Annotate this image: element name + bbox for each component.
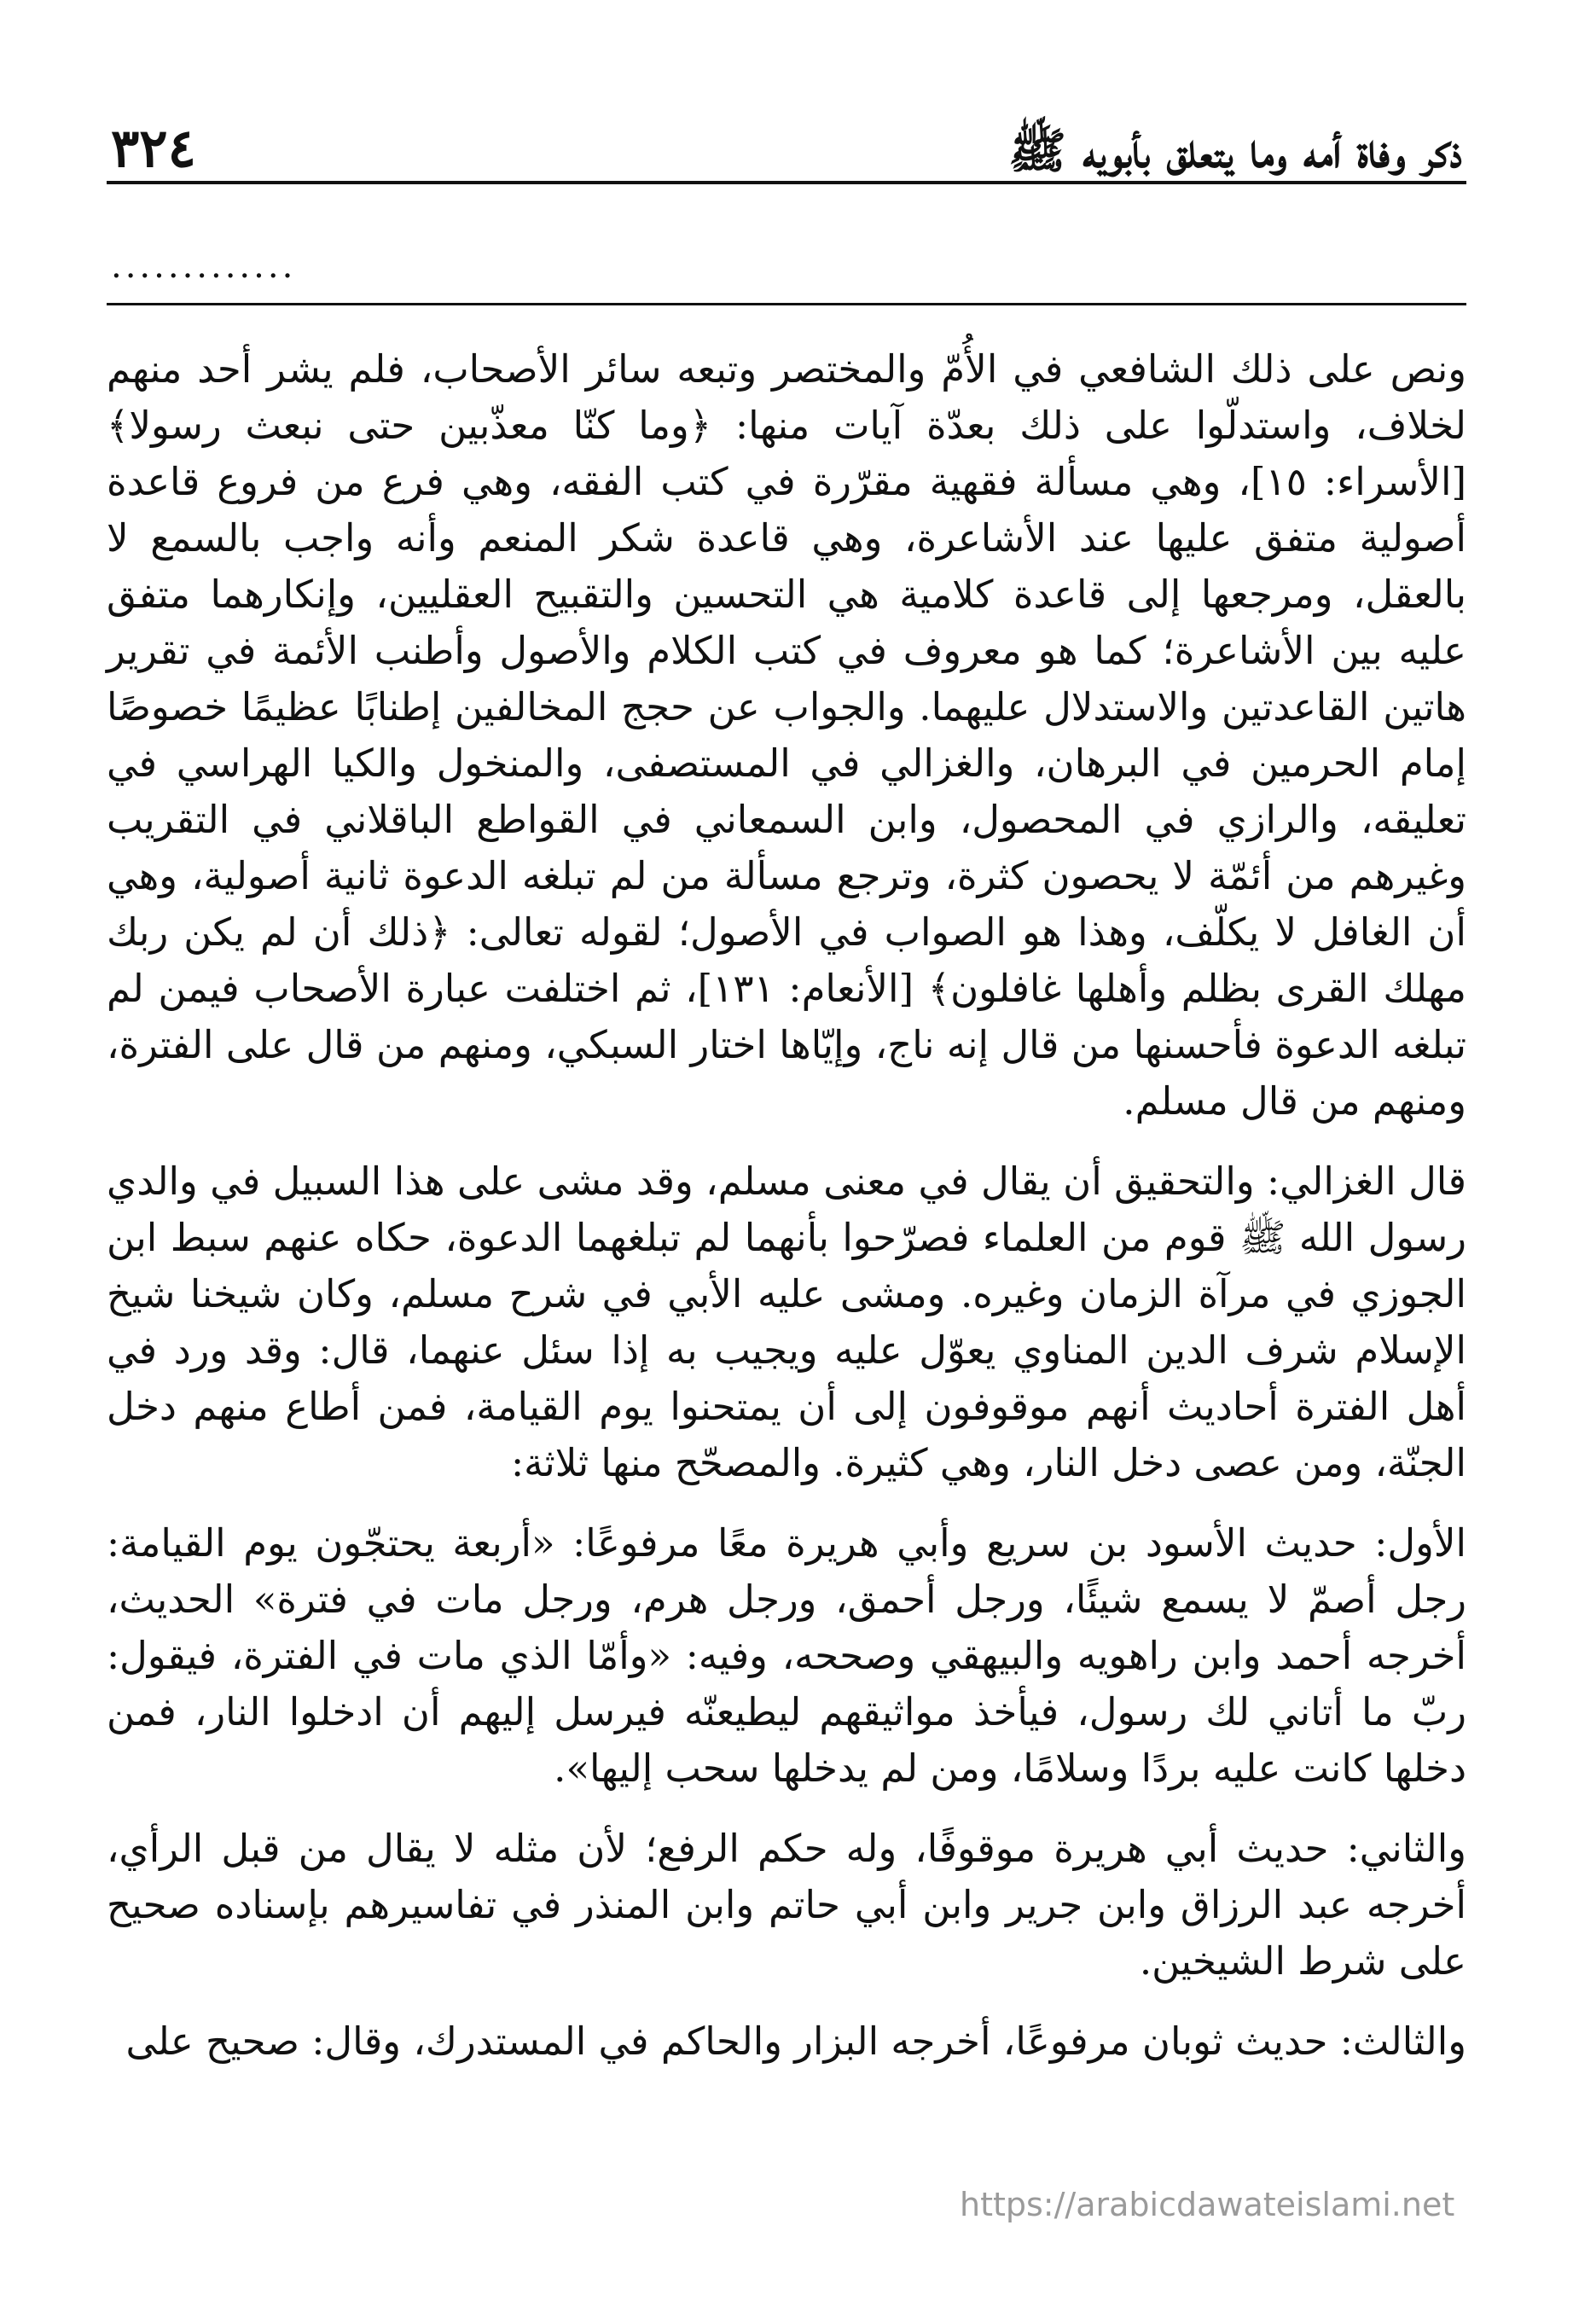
paragraph-1: ونص على ذلك الشافعي في الأُمّ والمختصر وتبعه سائر الأصحاب، فلم يشر أحد منهم لخلاف، واستدلّوا على ذلك بعدّة آيات منها: ﴿وما كنّا معذّبين حتى نبعث رسولا﴾ [الأسراء: ١٥]، وهي مسألة فقهية مقرّرة في كتب الفقه، وهي فرع من فروع قاعدة أصولية متفق عليها عند الأشاعرة، وهي قاعدة شكر المنعم وأنه واجب بالسمع لا بالعقل، ومرجعها إلى قاعدة كلامية هي التحسين والتقبيح العقليين، وإنكارهما متفق عليه بين الأشاعرة؛ كما هو معروف في كتب الكلام والأصول وأطنب الأئمة في تقرير هاتين القاعدتين والاستدلال عليهما. والجواب عن حجج المخالفين إطنابًا عظيمًا خصوصًا إمام الحرمين في البرهان، والغزالي في المستصفى، والمنخول والكيا الهراسي في تعليقه، والرازي في المحصول، وابن السمعاني في القواطع الباقلاني في التقريب وغيرهم من أئمّة لا يحصون كثرة، وترجع مسألة من لم تبلغه الدعوة ثانية أصولية، وهي أن الغافل لا يكلّف، وهذا هو الصواب في الأصول؛ لقوله تعالى: ﴿ذلك أن لم يكن ربك مهلك القرى بظلم وأهلها غافلون﴾ [الأنعام: ١٣١]، ثم اختلفت عبارة الأصحاب فيمن لم تبلغه الدعوة فأحسنها من قال إنه ناج، وإيّاها اختار السبكي، ومنهم من قال على الفترة، ومنهم من قال مسلم. <box>107 346 1467 1124</box>
running-title: ذكر وفاة أمه وما يتعلق بأبويه ﷺ <box>1008 123 1462 179</box>
page-number: ٣٢٤ <box>111 117 196 179</box>
dotted-separator: ............. <box>111 247 297 286</box>
watermark-url: https://arabicdawateislami.net <box>960 2186 1455 2223</box>
paragraph-4: والثاني: حديث أبي هريرة موقوفًا، وله حكم الرفع؛ لأن مثله لا يقال من قبل الرأي، أخرجه عبد الرزاق وابن جرير وابن أبي حاتم وابن المنذر في تفاسيرهم بإسناده صحيح على شرط الشيخين. <box>107 1826 1466 1984</box>
page-header <box>111 81 1462 179</box>
paragraph-2: قال الغزالي: والتحقيق أن يقال في معنى مسلم، وقد مشى على هذا السبيل في والدي رسول الله ﷺ قوم من العلماء فصرّحوا بأنهما لم تبلغهما الدعوة، حكاه عنهم سبط ابن الجوزي في مرآة الزمان وغيره. ومشى عليه الأبي في شرح مسلم، وكان شيخنا شيخ الإسلام شرف الدين المناوي يعوّل عليه ويجيب به إذا سئل عنهما، قال: وقد ورد في أهل الفترة أحاديث أنهم موقوفون إلى أن يمتحنوا يوم القيامة، فمن أطاع منهم دخل الجنّة، ومن عصى دخل النار، وهي كثيرة. والمصحّح منها ثلاثة: <box>107 1159 1466 1485</box>
paragraph-3: الأول: حديث الأسود بن سريع وأبي هريرة معًا مرفوعًا: «أربعة يحتجّون يوم القيامة: رجل أصمّ لا يسمع شيئًا، ورجل أحمق، ورجل هرم، ورجل مات في فترة» الحديث، أخرجه أحمد وابن راهويه والبيهقي وصححه، وفيه: «وأمّا الذي مات في الفترة، فيقول: ربّ ما أتاني لك رسول، فيأخذ مواثيقهم ليطيعنّه فيرسل إليهم أن ادخلوا النار، فمن دخلها كانت عليه بردًا وسلامًا، ومن لم يدخلها سحب إليها». <box>107 1520 1466 1791</box>
separator-rule <box>107 303 1466 305</box>
header-rule <box>107 181 1466 184</box>
body-text <box>107 341 1466 2082</box>
paragraph-5: والثالث: حديث ثوبان مرفوعًا، أخرجه البزار والحاكم في المستدرك، وقال: صحيح على <box>125 2019 1466 2064</box>
